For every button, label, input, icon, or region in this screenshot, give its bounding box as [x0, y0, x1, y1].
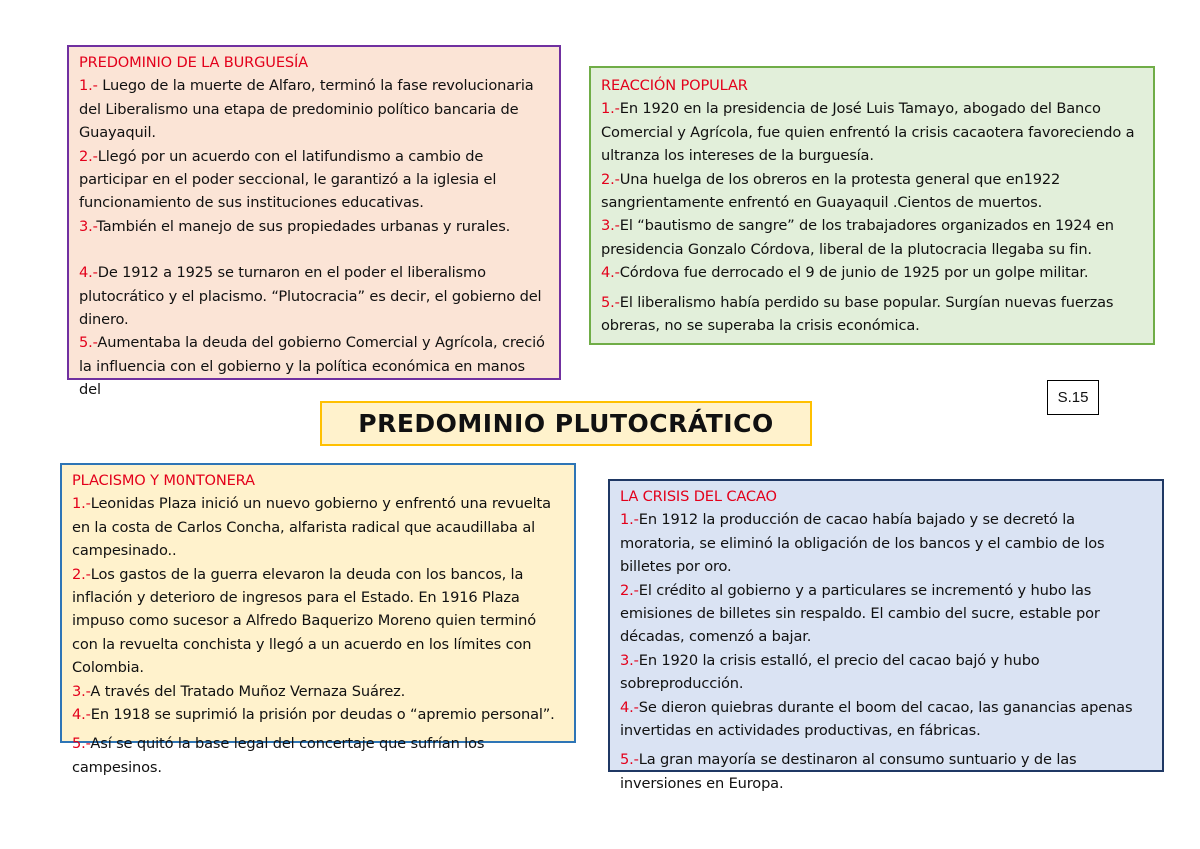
- cacao-item-5: [620, 748, 1152, 795]
- placismo-item-1: [72, 492, 564, 562]
- reaccion-popular-box: [589, 66, 1155, 345]
- item-text: Córdova fue derrocado el 9 de junio de 1925 por un golpe militar.: [619, 264, 1089, 282]
- item-number: 3.-: [72, 682, 91, 700]
- popular-item-1: [601, 97, 1143, 167]
- item-text: Se dieron quiebras durante el boom del cacao, las ganancias apenas invertidas en actividades productivas, en fábricas.: [620, 698, 1133, 740]
- item-number: 5.-: [620, 751, 639, 769]
- item-text: Luego de la muerte de Alfaro, terminó la fase revolucionaria del Liberalismo una etapa de predominio político bancaria de Guayaquil.: [79, 77, 534, 142]
- item-text: Aumentaba la deuda del gobierno Comercial y Agrícola, creció la influencia con el gobierno y la política económica en manos del: [79, 334, 545, 399]
- item-number: 5.-: [601, 293, 620, 311]
- burguesia-box: [67, 45, 561, 399]
- popular-item-3: [601, 214, 1143, 261]
- item-text: La gran mayoría se destinaron al consumo suntuario y de las inversiones en Europa.: [620, 751, 1077, 792]
- item-text: Leonidas Plaza inició un nuevo gobierno y enfrentó una revuelta en la costa de Carlos Concha, alfarista radical que acaudillaba al campesinado..: [72, 495, 551, 560]
- burguesia-item-3: [79, 215, 549, 238]
- cacao-item-1: [620, 508, 1152, 578]
- item-text: De 1912 a 1925 se turnaron en el poder el liberalismo plutocrático y el placismo. “Plutocracia” es decir, el gobierno del dinero.: [79, 264, 542, 329]
- item-text: Llegó por un acuerdo con el latifundismo a cambio de participar en el poder seccional, le garantizó a la iglesia el funcionamiento de sus instituciones educativas.: [79, 147, 497, 212]
- burguesia-item-1: [79, 74, 549, 144]
- item-text: En 1912 la producción de cacao había bajado y se decretó la moratoria, se eliminó la obligación de los bancos y el cambio de los billetes por oro.: [620, 511, 1105, 576]
- item-number: 4.-: [79, 264, 98, 282]
- item-text: Los gastos de la guerra elevaron la deuda con los bancos, la inflación y deterioro de ingresos para el Estado. En 1916 Plaza impuso como sucesor a Alfredo Baquerizo Moreno quien terminó con la revuelta conchista y llegó a un acuerdo en los límites con Colombia.: [72, 565, 537, 677]
- item-text: También el manejo de sus propiedades urbanas y rurales.: [96, 217, 511, 235]
- item-number: 2.-: [72, 565, 91, 583]
- item-number: 4.-: [72, 706, 91, 724]
- item-number: 2.-: [601, 170, 620, 188]
- item-number: 2.-: [620, 581, 639, 599]
- popular-item-2: [601, 168, 1143, 215]
- item-number: 1.-: [601, 100, 620, 118]
- burguesia-heading: PREDOMINIO DE LA BURGUESÍA: [79, 54, 309, 71]
- popular-heading: REACCIÓN POPULAR: [601, 77, 748, 94]
- popular-item-5: [601, 291, 1143, 338]
- cacao-item-3: [620, 649, 1152, 696]
- item-number: 3.-: [620, 651, 639, 669]
- item-text: A través del Tratado Muñoz Vernaza Suárez.: [90, 682, 406, 700]
- burguesia-item-2: [79, 145, 549, 215]
- item-number: 1.-: [72, 495, 91, 513]
- cacao-item-2: [620, 579, 1152, 649]
- item-number: 1.-: [79, 77, 98, 95]
- cacao-item-4: [620, 696, 1152, 743]
- placismo-box: [60, 463, 576, 776]
- item-number: 5.-: [72, 735, 91, 753]
- cacao-heading: LA CRISIS DEL CACAO: [620, 488, 777, 505]
- item-text: Así se quitó la base legal del concertaje que sufrían los campesinos.: [72, 735, 485, 776]
- item-text: En 1920 la crisis estalló, el precio del cacao bajó y hubo sobreproducción.: [620, 651, 1040, 693]
- item-text: El liberalismo había perdido su base popular. Surgían nuevas fuerzas obreras, no se superaba la crisis económica.: [601, 293, 1114, 335]
- burguesia-item-4: [79, 261, 549, 331]
- item-number: 3.-: [601, 217, 620, 235]
- placismo-heading: PLACISMO Y M0NTONERA: [72, 472, 255, 489]
- burguesia-item-5: [79, 331, 549, 401]
- item-text: El crédito al gobierno y a particulares se incrementó y hubo las emisiones de billetes sin respaldo. El cambio del sucre, estable por décadas, comenzó a bajar.: [620, 581, 1100, 646]
- item-number: 4.-: [601, 264, 620, 282]
- placismo-item-4: [72, 703, 564, 726]
- item-text: En 1920 en la presidencia de José Luis Tamayo, abogado del Banco Comercial y Agrícola, fue quien enfrentó la crisis cacaotera favoreciendo a ultranza los intereses de la burguesía.: [601, 100, 1135, 165]
- item-text: El “bautismo de sangre” de los trabajadores organizados en 1924 en presidencia Gonzalo Córdova, liberal de la plutocracia llegaba su fin.: [601, 217, 1114, 258]
- item-number: 5.-: [79, 334, 98, 352]
- item-number: 3.-: [79, 217, 97, 235]
- item-number: 1.-: [620, 511, 639, 529]
- item-text: En 1918 se suprimió la prisión por deudas o “apremio personal”.: [90, 706, 555, 724]
- code-label: S.15: [1047, 380, 1099, 415]
- page-title: PREDOMINIO PLUTOCRÁTICO: [320, 401, 812, 446]
- spacer: [79, 238, 549, 261]
- placismo-item-3: [72, 680, 564, 703]
- item-number: 2.-: [79, 147, 98, 165]
- popular-item-4: [601, 261, 1143, 284]
- item-text: Una huelga de los obreros en la protesta general que en1922 sangrientamente enfrentó en Guayaquil .Cientos de muertos.: [601, 170, 1061, 212]
- placismo-item-5: [72, 732, 564, 779]
- crisis-cacao-box: [608, 479, 1164, 792]
- placismo-item-2: [72, 563, 564, 680]
- item-number: 4.-: [620, 698, 639, 716]
